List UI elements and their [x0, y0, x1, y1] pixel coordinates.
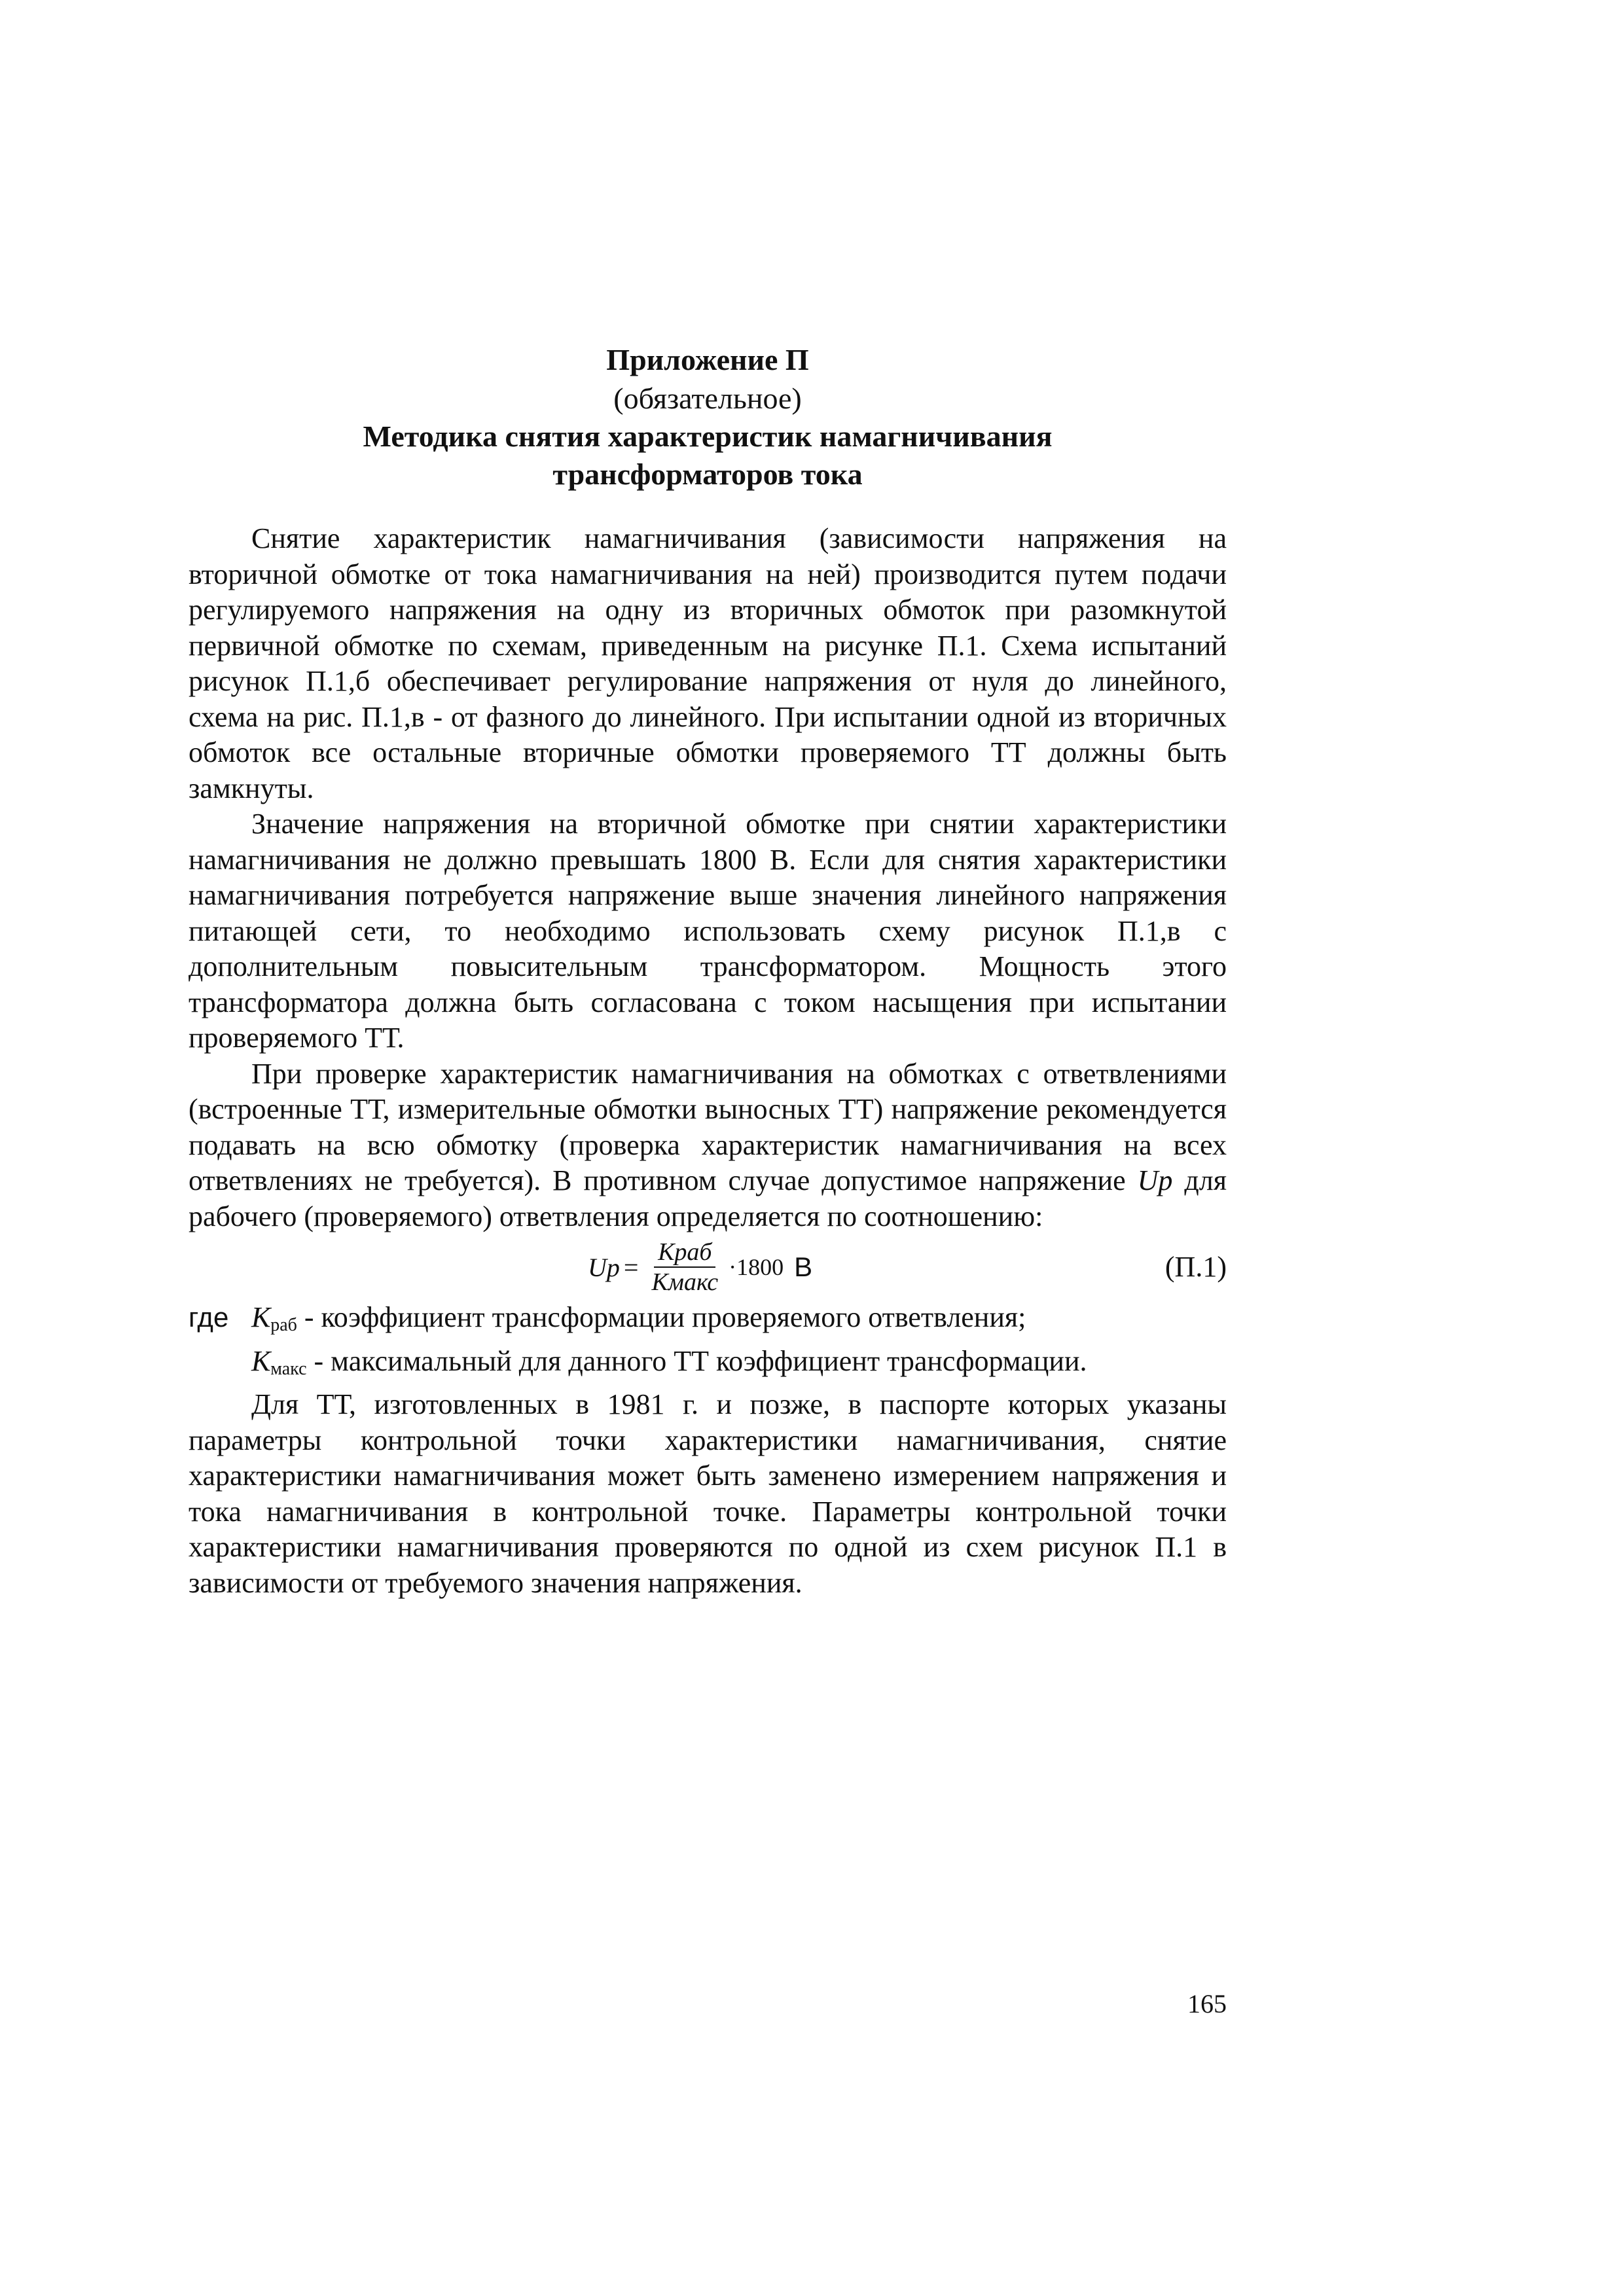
definition-k-work — [189, 1300, 1227, 1344]
k-max-subscript: макс — [270, 1358, 307, 1379]
k-work-subscript: раб — [270, 1315, 297, 1335]
heading-line-1: Методика снятия характеристик намагничивания — [363, 420, 1053, 453]
formula-unit: В — [794, 1251, 813, 1282]
k-work-symbol: К — [251, 1301, 271, 1333]
formula-multiplier: ·1800 — [729, 1254, 784, 1280]
formula-equals: = — [623, 1252, 639, 1282]
appendix-title: Приложение П — [606, 343, 809, 376]
k-max-text: - максимальный для данного ТТ коэффициент трансформации. — [306, 1344, 1087, 1377]
formula-numerator: Краб — [654, 1238, 715, 1268]
paragraph-4: Для ТТ, изготовленных в 1981 г. и позже, в паспорте которых указаны параметры контрольной точки характеристики намагничивания, снятие характеристики намагничивания может быть заменено измерением напряжения и тока намагничивания в контрольной точке. Параметры контрольной точки характеристики намагничивания проверяются по одной из схем рисунок П.1 в зависимости от требуемого значения напряжения. — [189, 1388, 1227, 1599]
k-max-symbol: К — [251, 1344, 271, 1377]
paragraph-3-symbol: Up — [1137, 1164, 1173, 1196]
page-number: 165 — [1187, 1989, 1227, 2018]
definition-k-max — [189, 1344, 1227, 1388]
formula-number: (П.1) — [1164, 1251, 1227, 1283]
formula — [588, 1236, 812, 1299]
k-work-text: - коэффициент трансформации проверяемого ответвления; — [297, 1301, 1026, 1333]
heading-line-2: трансформаторов тока — [552, 457, 863, 491]
paragraph-3-end: для рабочего (проверяемого) ответвления определяется по соотношению: — [189, 1164, 1227, 1232]
formula-lhs: Up — [588, 1252, 620, 1282]
paragraph-2: Значение напряжения на вторичной обмотке при снятии характеристики намагничивания не должно превышать 1800 В. Если для снятия характеристики намагничивания потребуется напряжение выше значения линейного напряжения питающей сети, то необходимо использовать схему рисунок П.1,в с дополнительным повысительным трансформатором. Мощность этого трансформатора должна быть согласована с током насыщения при испытании проверяемого ТТ. — [189, 808, 1227, 1054]
paragraph-3 — [189, 1056, 1227, 1235]
document-heading — [189, 418, 1227, 493]
paragraph-1: Снятие характеристик намагничивания (зависимости напряжения на вторичной обмотке от тока намагничивания на ней) производится путем подачи регулируемого напряжения на одну из вторичных обмоток при разомкнутой первичной обмотке по схемам, приведенным на рисунке П.1. Схема испытаний рисунок П.1,б обеспечивает регулирование напряжения от нуля до линейного, схема на рис. П.1,в - от фазного до линейного. При испытании одной из вторичных обмоток все остальные вторичные обмотки проверяемого ТТ должны быть замкнуты. — [189, 522, 1227, 804]
document-page — [189, 340, 1227, 1601]
formula-fraction — [647, 1238, 722, 1297]
where-label: где — [189, 1302, 229, 1333]
appendix-note: (обязательное) — [613, 382, 802, 415]
paragraph-3-start: При проверке характеристик намагничивания на обмотках с ответвлениями (встроенные ТТ, измерительные обмотки выносных ТТ) напряжение рекомендуется подавать на всю обмотку (проверка характеристик намагничивания на всех ответвлениях не требуется). В противном случае допустимое напряжение — [189, 1057, 1227, 1196]
formula-denominator: Кмакс — [651, 1268, 719, 1296]
formula-row — [189, 1236, 1227, 1299]
